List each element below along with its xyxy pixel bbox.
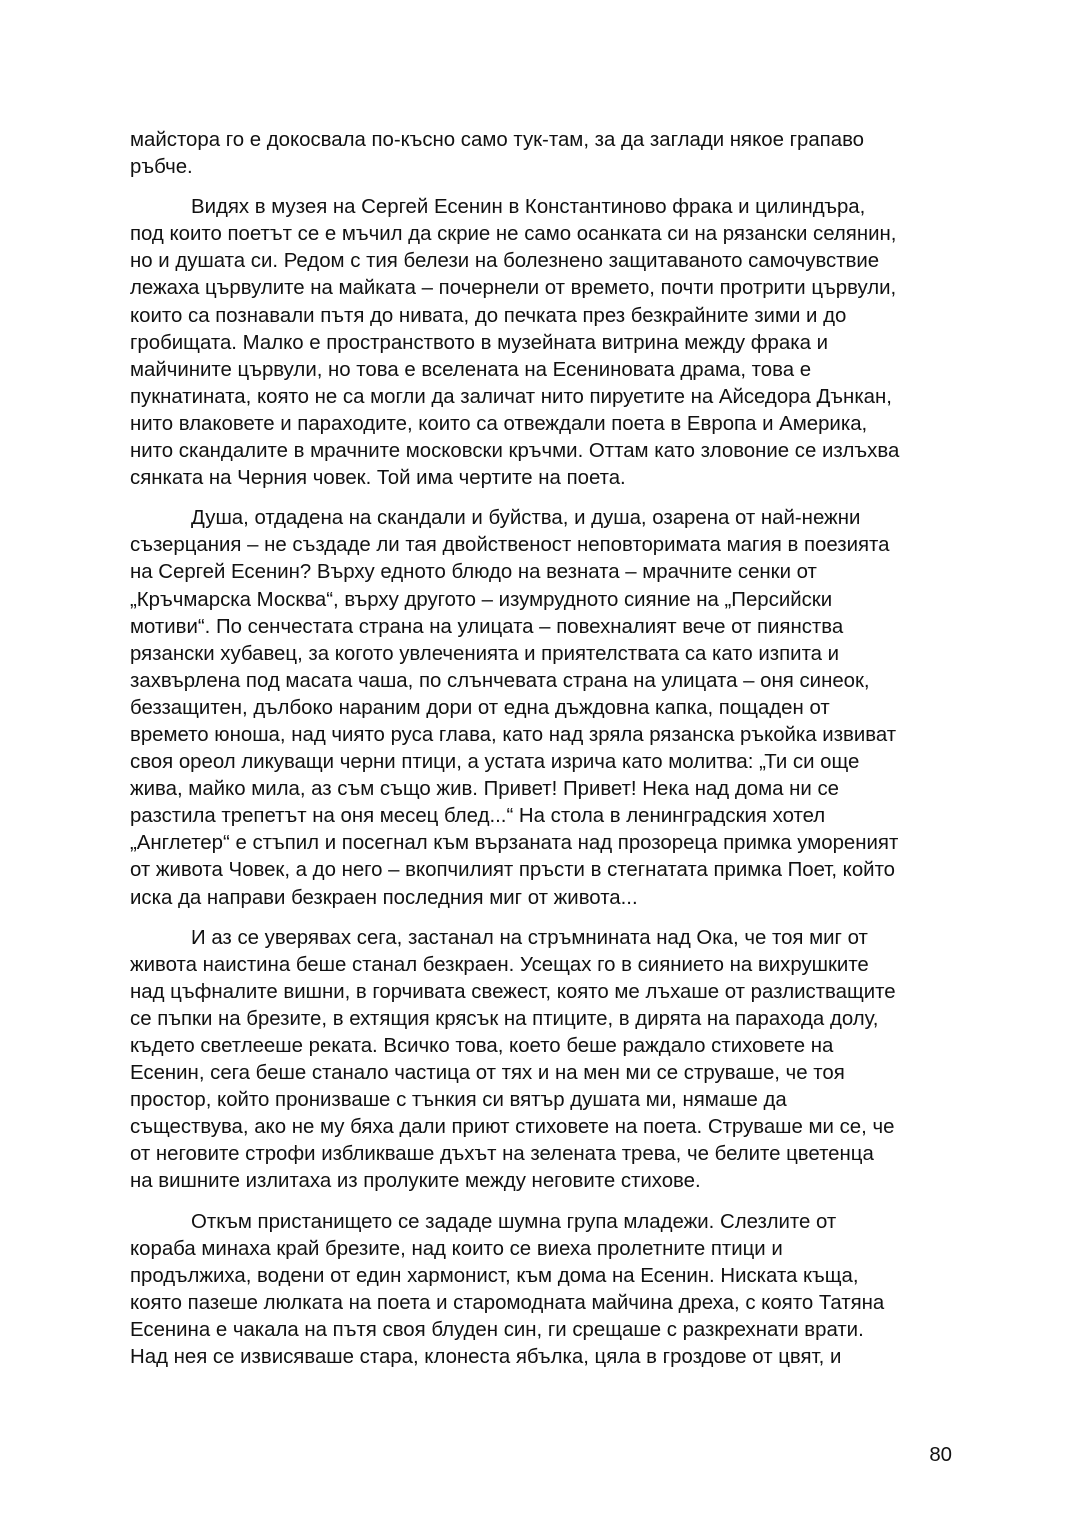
- text-line: на вишните излитаха из пролуките между неговите стихове.: [130, 1170, 701, 1193]
- text-line: се пъпки на брезите, в ехтящия крясък на птиците, в дирята на парахода долу,: [130, 1007, 879, 1030]
- text-line: живота наистина беше станал безкраен. Усещах го в сиянието на вихрушките: [130, 953, 869, 976]
- text-line: захвърлена под масата чаша, по слънчевата страна на улицата – оня синеок,: [130, 669, 870, 692]
- text-line: „Кръчмарска Москва“, върху другото – изумрудното сияние на „Персийски: [130, 588, 833, 611]
- text-line: Видях в музея на Сергей Есенин в Константиново фрака и цилиндъра,: [191, 196, 866, 219]
- text-line: ръбче.: [130, 156, 193, 179]
- text-line: Есенина е чакала на пътя своя блуден син, ги срещаше с разкрехнати врати.: [130, 1318, 864, 1341]
- paragraph: [130, 505, 952, 911]
- text-line: Есенин, сега беше станало частица от тях и на мен ми се струваше, че тоя: [130, 1062, 845, 1085]
- text-line: която пазеше люлката на поета и старомодната майчина дреха, с която Татяна: [130, 1291, 885, 1314]
- text-line: жива, майко мила, аз съм също жив. Привет! Привет! Нека над дома ни се: [130, 778, 839, 801]
- text-line: на Сергей Есенин? Върху едното блюдо на везната – мрачните сенки от: [130, 561, 817, 584]
- text-line: лежаха цървулите на майката – почернели от времето, почти протрити цървули,: [130, 277, 897, 300]
- document-page: [130, 127, 952, 1384]
- text-line: над цъфналите вишни, в горчивата свежест, която ме лъхаше от разлистващите: [130, 980, 896, 1003]
- text-line: времето юноша, над чиято руса глава, като над зряла рязанска ръкойка извиват: [130, 723, 897, 746]
- text-line: гробищата. Малко е пространството в музейната витрина между фрака и: [130, 331, 828, 354]
- text-line: майстора го е докосвала по-късно само тук-там, за да заглади някое грапаво: [130, 129, 865, 151]
- paragraph: [130, 194, 952, 492]
- text-line: съществува, ако не му бяха дали приют стиховете на поета. Струваше ми се, че: [130, 1116, 895, 1139]
- text-line: от неговите строфи избликваше дъхът на зелената трева, че белите цветенца: [130, 1143, 874, 1166]
- text-line: „Англетер“ е стъпил и посегнал към вързаната над прозореца примка умореният: [130, 832, 899, 855]
- text-line: Душа, отдадена на скандали и буйства, и душа, озарена от най-нежни: [191, 507, 861, 530]
- text-line: простор, който пронизваше с тънкия си вятър душата ми, нямаше да: [130, 1089, 787, 1112]
- text-line: пукнатината, която не са могли да заличат нито пируетите на Айседора Дънкан,: [130, 385, 892, 408]
- text-line: нито влаковете и параходите, които са отвеждали поета в Европа и Америка,: [130, 412, 868, 435]
- text-line: от живота Човек, а до него – вкопчилият пръсти в стегнатата примка Поет, който: [130, 859, 896, 882]
- paragraph: [130, 127, 952, 181]
- text-line: които са познавали пътя до нивата, до печката през безкрайните зими и до: [130, 304, 847, 327]
- paragraph: [130, 925, 952, 1196]
- text-line: под които поетът се е мъчил да скрие не само осанката си на рязански селянин,: [130, 223, 897, 246]
- text-line: сянката на Черния човек. Той има чертите на поета.: [130, 467, 626, 490]
- text-line: Над нея се извисяваше стара, клонеста ябълка, цяла в гроздове от цвят, и: [130, 1346, 842, 1369]
- text-line: Откъм пристанището се зададе шумна група младежи. Слезлите от: [191, 1210, 837, 1233]
- text-line: своя ореол ликуващи черни птици, а устата изрича като молитва: „Ти си още: [130, 751, 860, 774]
- text-line: продължиха, водени от един хармонист, към дома на Есенин. Ниската къща,: [130, 1264, 859, 1287]
- text-line: съзерцания – не създаде ли тая двойственост неповторимата магия в поезията: [130, 534, 890, 557]
- page-number: 80: [929, 1444, 952, 1466]
- text-line: беззащитен, дълбоко нараним дори от една дъждовна капка, пощаден от: [130, 696, 830, 719]
- text-line: мотиви“. По сенчестата страна на улицата – повехналият вече от пиянства: [130, 615, 844, 638]
- text-line: кораба минаха край брезите, над които се виеха пролетните птици и: [130, 1237, 783, 1260]
- text-line: разстила трепетът на оня месец блед...“ На стола в ленинградския хотел: [130, 805, 826, 828]
- text-line: иска да направи безкраен последния миг от живота...: [130, 886, 638, 909]
- text-line: И аз се уверявах сега, застанал на стръмнината над Ока, че тоя миг от: [191, 926, 868, 949]
- text-line: рязански хубавец, за когото увлеченията и приятелствата са като изпита и: [130, 642, 840, 665]
- paragraph: [130, 1209, 952, 1372]
- text-line: нито скандалите в мрачните московски кръчми. Оттам като зловоние се излъхва: [130, 440, 900, 463]
- text-line: където светлееше реката. Всичко това, което беше раждало стиховете на: [130, 1035, 834, 1057]
- text-line: но и душата си. Редом с тия белези на болезнено защитаваното самочувствие: [130, 250, 880, 273]
- text-line: майчините цървули, но това е вселената на Есениновата драма, това е: [130, 358, 812, 381]
